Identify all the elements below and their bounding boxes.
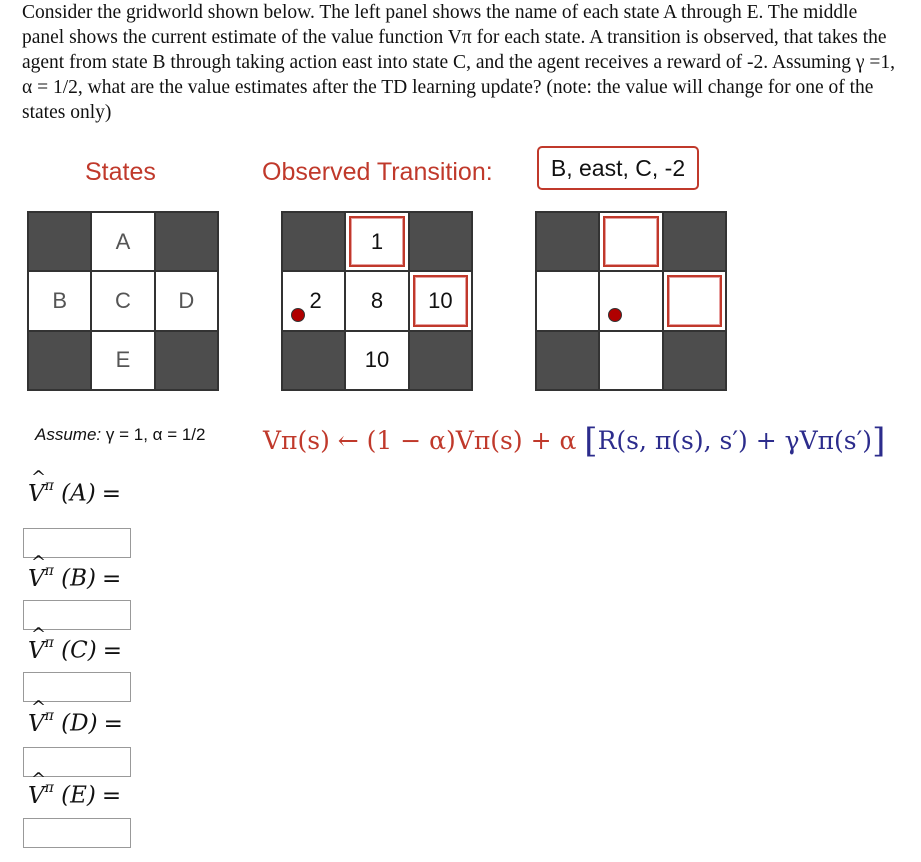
v-d-label: ^ $V^\pi$ (D) = [28, 710, 123, 737]
wall-cell [664, 213, 725, 270]
value-a: 1 [370, 228, 384, 254]
wall-cell [29, 213, 90, 270]
wall-cell [283, 213, 344, 270]
v-a-label: ^ $V^\pi$ (A) = [28, 480, 121, 507]
highlight-box [603, 216, 658, 267]
states-grid [27, 211, 219, 391]
empty-d-cell [664, 272, 725, 329]
v-c-label: ^ $V^\pi$ (C) = [28, 637, 122, 664]
state-d-cell: D [156, 272, 217, 329]
value-b: 2 [309, 287, 322, 313]
empty-e-cell [600, 332, 661, 389]
value-d: 10 [428, 287, 453, 313]
wall-cell [537, 213, 598, 270]
value-c: 8 [370, 287, 384, 313]
highlight-box [667, 275, 722, 326]
formula-rhs: R(s, π(s), s′) + γVπ(s′) [597, 426, 873, 455]
values-grid [281, 211, 473, 391]
open-bracket-icon: [ [584, 421, 598, 461]
wall-cell [156, 213, 217, 270]
wall-cell [29, 332, 90, 389]
transition-box: B, east, C, -2 [537, 146, 699, 190]
v-e-input[interactable] [23, 818, 131, 848]
assume-prefix: Assume: [35, 425, 102, 444]
state-b-cell: B [29, 272, 90, 329]
wall-cell [664, 332, 725, 389]
formula-lhs: Vπ(s) ← (1 − α)Vπ(s) + α [263, 426, 577, 455]
v-b-label: ^ $V^\pi$ (B) = [28, 565, 121, 592]
wall-cell [283, 332, 344, 389]
state-c-cell: C [92, 272, 153, 329]
value-b-cell [283, 272, 344, 329]
td-update-formula [263, 418, 886, 461]
states-label: States [85, 158, 156, 186]
value-e: 10 [364, 347, 390, 373]
value-d-cell [410, 272, 471, 329]
question-text: Consider the gridworld shown below. The left panel shows the name of each state A through E. The middle panel shows the current estimate of the value function Vπ for each state. A transition is observed, that takes the agent from state B through taking action east into state C, and the agent receives a reward of -2. Assuming γ =1, α = 1/2, what are the value estimates after the TD learning update? (note: the value will change for one of the states only) [22, 2, 896, 123]
state-a-cell: A [92, 213, 153, 270]
assume-line [35, 425, 205, 445]
close-bracket-icon: ] [872, 421, 886, 461]
wall-cell [537, 332, 598, 389]
empty-b-cell [537, 272, 598, 329]
value-e-cell [346, 332, 407, 389]
empty-a-cell [600, 213, 661, 270]
v-e-label: ^ $V^\pi$ (E) = [28, 782, 121, 809]
agent-dot-icon [291, 308, 305, 322]
empty-grid [535, 211, 727, 391]
empty-c-cell [600, 272, 661, 329]
wall-cell [410, 213, 471, 270]
assume-params: γ = 1, α = 1/2 [105, 425, 206, 444]
wall-cell [410, 332, 471, 389]
value-c-cell [346, 272, 407, 329]
state-e-cell: E [92, 332, 153, 389]
value-a-cell [346, 213, 407, 270]
wall-cell [156, 332, 217, 389]
agent-dot-icon [608, 308, 622, 322]
observed-transition-label: Observed Transition: [262, 158, 493, 186]
